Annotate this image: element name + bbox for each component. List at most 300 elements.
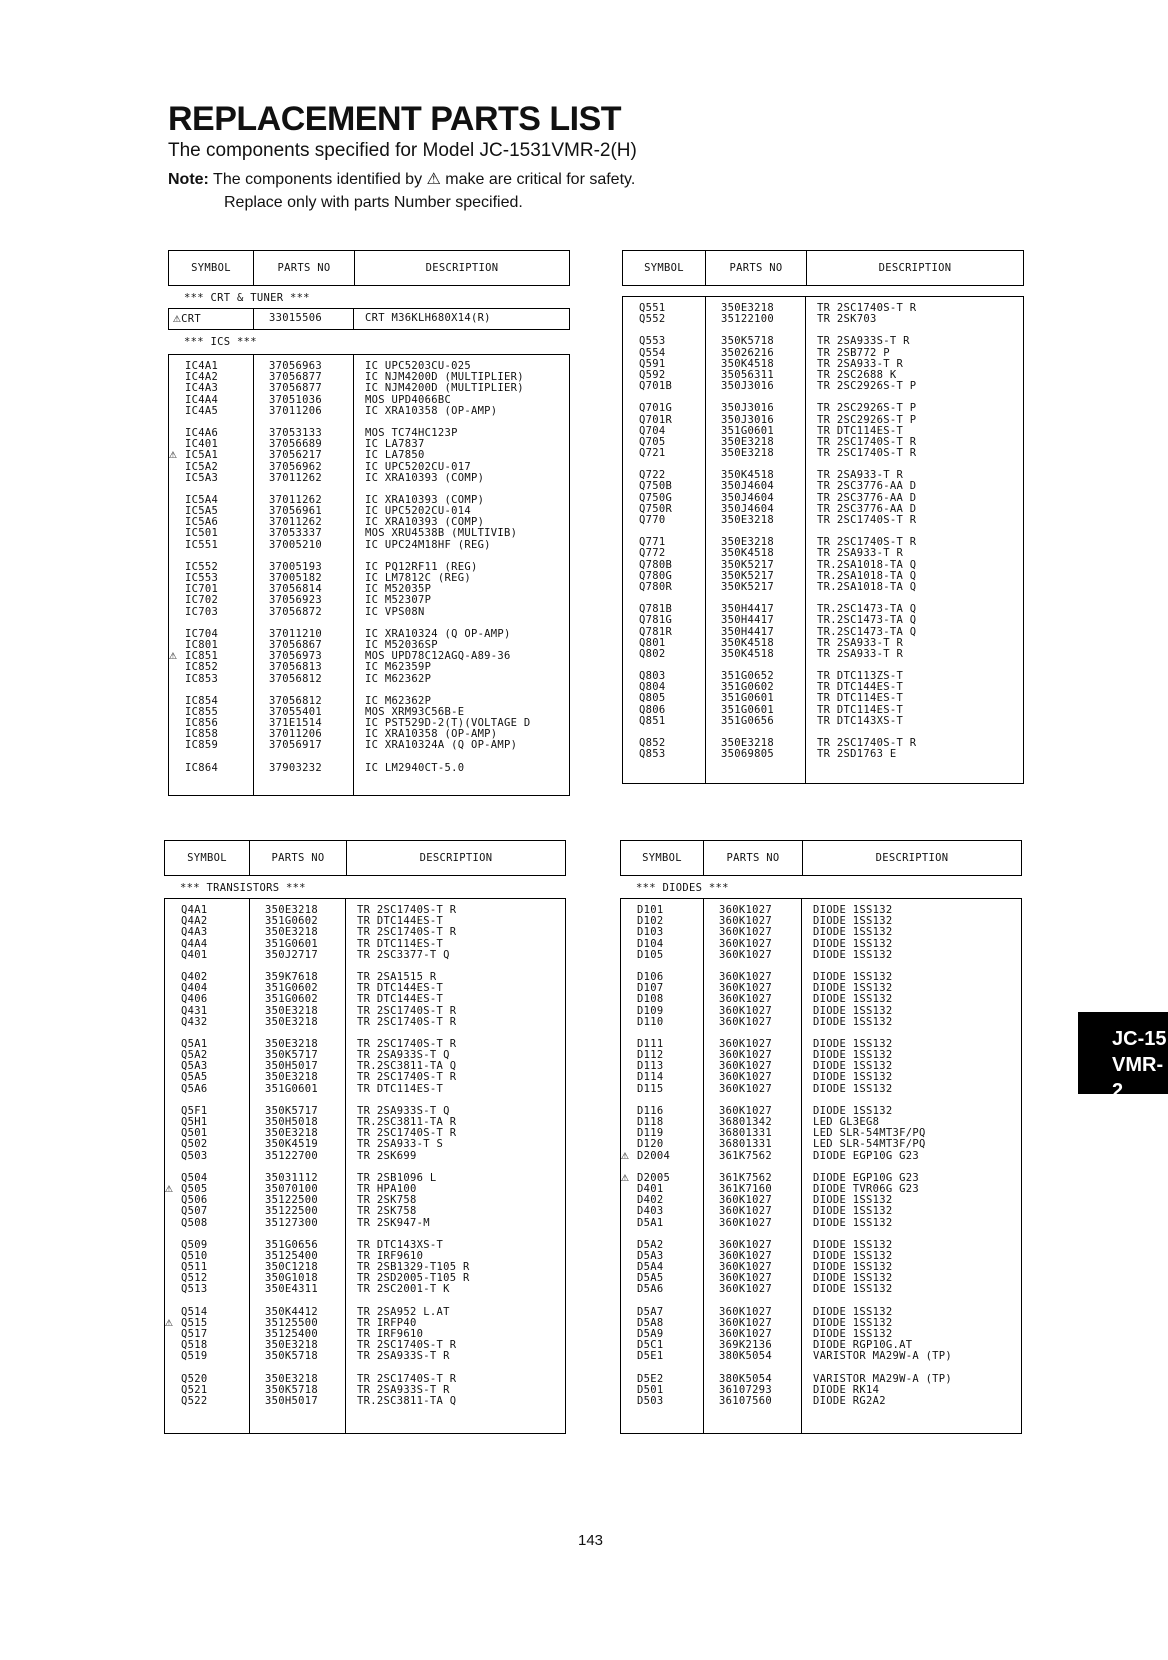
cell-parts-no: 361K7160 — [719, 1182, 772, 1195]
table-row — [169, 763, 569, 774]
cell-symbol: Q592 — [639, 368, 666, 381]
cell-symbol: Q507 — [181, 1205, 208, 1218]
cell-description: IC M52036SP — [365, 639, 438, 651]
cell-parts-no: 35070100 — [265, 1182, 318, 1195]
row-gap — [623, 459, 1023, 470]
cell-parts-no: 37056217 — [269, 449, 322, 462]
cell-symbol: Q432 — [181, 1015, 208, 1028]
cell-symbol: Q4A3 — [181, 926, 208, 939]
cell-parts-no: 37011206 — [269, 404, 322, 417]
cell-description: IC LM2940CT-5.0 — [365, 762, 465, 774]
cell-symbol: D5E1 — [637, 1350, 664, 1363]
table-row — [623, 604, 1023, 615]
table-row — [621, 1206, 1021, 1217]
cell-parts-no: 37053337 — [269, 527, 322, 540]
cell-symbol: Q801 — [639, 636, 666, 649]
cell-symbol: Q5A5 — [181, 1071, 208, 1084]
cell-description: TR DTC144ES-T — [357, 983, 444, 995]
cell-symbol: D5A7 — [637, 1305, 664, 1318]
cell-symbol: Q851 — [639, 714, 666, 727]
cell-symbol: Q701R — [639, 413, 673, 426]
cell-parts-no: 351G0602 — [265, 982, 318, 995]
table-row — [621, 1251, 1021, 1262]
table-row — [623, 348, 1023, 359]
cell-parts-no: 36107560 — [719, 1394, 772, 1407]
cell-parts-no: 351G0601 — [721, 692, 774, 705]
table-row — [165, 1206, 565, 1217]
row-gap — [621, 1162, 1021, 1173]
table-row — [169, 718, 569, 729]
cell-symbol: IC864 — [185, 761, 219, 774]
table-row — [623, 705, 1023, 716]
cell-parts-no: 360K1027 — [719, 1328, 772, 1340]
table-row — [621, 1262, 1021, 1273]
cell-symbol: ⚠ IC5A1 — [169, 447, 219, 463]
cell-parts-no: 350G1018 — [265, 1272, 318, 1285]
table-row — [621, 1385, 1021, 1396]
cell-parts-no: 350K4519 — [265, 1138, 318, 1151]
cell-description: TR.2SC1473-TA Q — [817, 626, 917, 638]
cell-description: DIODE RG2A2 — [813, 1395, 886, 1407]
cell-symbol: Q804 — [639, 681, 666, 694]
cell-symbol: Q518 — [181, 1339, 208, 1352]
table-row — [169, 447, 569, 463]
cell-parts-no: 350E3218 — [265, 1004, 318, 1017]
cell-parts-no: 350K5717 — [265, 1104, 318, 1117]
table-row — [623, 548, 1023, 559]
row-gap — [165, 961, 565, 972]
cell-symbol: Q509 — [181, 1238, 208, 1251]
cell-parts-no: 36107293 — [719, 1383, 772, 1396]
cell-symbol: Q502 — [181, 1138, 208, 1151]
table-row — [165, 1351, 565, 1362]
warning-triangle-icon: ⚠ — [165, 1314, 174, 1330]
cell-parts-no: 37011262 — [269, 516, 322, 529]
table-row — [169, 674, 569, 685]
cell-symbol: Q705 — [639, 435, 666, 448]
cell-description: TR.2SC1473-TA Q — [817, 604, 917, 616]
table-row — [621, 983, 1021, 994]
cell-symbol: Q506 — [181, 1194, 208, 1207]
cell-parts-no: 351G0652 — [721, 670, 774, 683]
cell-description: DIODE 1SS132 — [813, 1072, 893, 1084]
cell-description: TR 2SD1763 E — [817, 749, 897, 761]
cell-description: TR.2SC3811-TA Q — [357, 1061, 457, 1073]
cell-parts-no: 350K5717 — [265, 1049, 318, 1062]
cell-parts-no: 37056689 — [269, 438, 322, 451]
cell-symbol: IC501 — [185, 527, 219, 540]
ics-list — [168, 354, 570, 796]
table-row — [623, 415, 1023, 426]
cell-description: TR.2SA1018-TA Q — [817, 570, 917, 582]
cell-symbol: D5A2 — [637, 1238, 664, 1251]
table-row — [621, 1273, 1021, 1284]
table-row — [623, 571, 1023, 582]
cell-symbol: Q520 — [181, 1372, 208, 1385]
table-row — [169, 428, 569, 439]
table-row — [621, 1117, 1021, 1128]
table-row — [165, 1139, 565, 1150]
cell-symbol: Q508 — [181, 1216, 208, 1229]
cell-description: TR 2SA933-T R — [817, 648, 904, 660]
cell-parts-no: 380K5054 — [719, 1350, 772, 1363]
cell-description: IC UPC5203CU-025 — [365, 361, 471, 372]
cell-description: TR.2SC1473-TA Q — [817, 615, 917, 627]
table-row — [623, 627, 1023, 638]
table-header — [620, 840, 1022, 876]
cell-symbol: D113 — [637, 1060, 664, 1073]
table-row — [623, 537, 1023, 548]
cell-symbol: Q770 — [639, 514, 666, 526]
table-row — [623, 504, 1023, 515]
cell-symbol: D110 — [637, 1015, 664, 1028]
table-row — [165, 927, 565, 938]
cell-parts-no: 37056814 — [269, 583, 322, 596]
cell-parts-no: 350E4311 — [265, 1283, 318, 1296]
table-row — [169, 584, 569, 595]
cell-description: TR 2SA933S-T R — [357, 1351, 450, 1363]
cell-parts-no: 350K5217 — [721, 580, 774, 593]
cell-parts-no: 350E3218 — [721, 737, 774, 749]
warning-triangle-icon: ⚠ — [173, 311, 182, 326]
cell-symbol: D402 — [637, 1194, 664, 1207]
table-row — [169, 562, 569, 573]
note-line2: Replace only with parts Number specified. — [224, 194, 523, 211]
row-gap — [165, 1162, 565, 1173]
row-gap — [623, 392, 1023, 403]
header-parts-no: PARTS NO — [254, 251, 355, 285]
cell-parts-no: 350H5017 — [265, 1060, 318, 1073]
cell-symbol: Q551 — [639, 302, 666, 314]
cell-symbol: D103 — [637, 926, 664, 939]
cell-description: TR DTC114ES-T — [817, 704, 904, 716]
table-header — [622, 250, 1024, 286]
cell-parts-no: 350E3218 — [721, 447, 774, 460]
table-row — [169, 495, 569, 506]
cell-parts-no: 351G0656 — [265, 1238, 318, 1251]
table-row — [169, 629, 569, 640]
cell-symbol: D5A6 — [637, 1283, 664, 1296]
cell-description: TR 2SA933S-T Q — [357, 1050, 450, 1062]
cell-symbol: D109 — [637, 1004, 664, 1017]
table-row — [165, 1050, 565, 1061]
table-row — [621, 1329, 1021, 1340]
cell-description: DIODE 1SS132 — [813, 938, 893, 950]
table-row — [623, 448, 1023, 459]
cell-parts-no: 35125400 — [265, 1328, 318, 1340]
cell-description: TR DTC114ES-T — [817, 425, 904, 437]
cell-description: TR DTC114ES-T — [357, 1083, 444, 1095]
cell-symbol: IC4A4 — [185, 393, 219, 406]
cell-parts-no: 359K7618 — [265, 970, 318, 983]
table-row — [165, 1284, 565, 1295]
cell-parts-no: 360K1027 — [719, 904, 772, 916]
cell-parts-no: 360K1027 — [719, 1316, 772, 1329]
cell-symbol: D501 — [637, 1383, 664, 1396]
table-row — [623, 560, 1023, 571]
table-row — [165, 983, 565, 994]
table-row — [169, 406, 569, 417]
table-row — [623, 515, 1023, 526]
cell-description: MOS UPD78C12AGQ-A89-36 — [365, 651, 511, 663]
cell-symbol: Q514 — [181, 1305, 208, 1318]
cell-parts-no: 37011210 — [269, 627, 322, 640]
table-row — [165, 1151, 565, 1162]
table-row — [165, 1385, 565, 1396]
cell-parts-no: 350E3218 — [265, 1037, 318, 1050]
table-row — [621, 1128, 1021, 1139]
cell-symbol: Q750G — [639, 491, 673, 504]
cell-symbol: IC4A2 — [185, 371, 219, 384]
cell-symbol: Q511 — [181, 1261, 208, 1274]
cell-parts-no: 350H5017 — [265, 1394, 318, 1407]
table-row — [623, 437, 1023, 448]
table-row — [621, 1139, 1021, 1150]
cell-symbol: IC5A2 — [185, 460, 219, 473]
row-gap — [165, 1095, 565, 1106]
cell-symbol: D503 — [637, 1394, 664, 1407]
cell-description: DIODE RGP10G.AT — [813, 1340, 913, 1352]
cell-parts-no: 350J3016 — [721, 413, 774, 426]
cell-description: TR 2SA933S-T Q — [357, 1105, 450, 1117]
cell-symbol: IC5A3 — [185, 471, 219, 484]
cell-description: IC XRA10393 (COMP) — [365, 517, 485, 529]
cell-symbol: IC551 — [185, 538, 219, 551]
cell-description: DIODE 1SS132 — [813, 1284, 893, 1296]
cell-parts-no: 37005193 — [269, 560, 322, 573]
cell-description: TR 2SB1329-T105 R — [357, 1262, 470, 1274]
cell-symbol: IC552 — [185, 560, 219, 573]
table-row — [165, 1173, 565, 1184]
cell-description: TR 2SC2688 K — [817, 369, 897, 381]
cell-description: TR 2SA933S-T R — [357, 1384, 450, 1396]
table-row — [169, 729, 569, 740]
header-symbol: SYMBOL — [165, 841, 250, 875]
table-row — [621, 1169, 1021, 1185]
cell-symbol: Q404 — [181, 982, 208, 995]
cell-symbol: D5A1 — [637, 1216, 664, 1229]
safety-note — [168, 168, 635, 214]
row-gap — [169, 551, 569, 562]
cell-parts-no: 350K5718 — [721, 335, 774, 348]
row-gap — [169, 417, 569, 428]
table-row — [623, 381, 1023, 392]
cell-description: LED GL3EG8 — [813, 1117, 880, 1128]
cell-parts-no: 37056867 — [269, 638, 322, 651]
cell-symbol: Q780R — [639, 580, 673, 593]
cell-symbol: IC704 — [185, 627, 219, 640]
table-row — [169, 740, 569, 751]
cell-parts-no: 380K5054 — [719, 1372, 772, 1385]
table-row — [623, 426, 1023, 437]
cell-symbol: Q701G — [639, 402, 673, 415]
cell-description: VARISTOR MA29W-A (TP) — [813, 1351, 953, 1363]
cell-description: TR 2SC1740S-T R — [357, 1016, 457, 1028]
cell-symbol: IC701 — [185, 583, 219, 596]
table-row — [169, 696, 569, 707]
cell-symbol: IC4A3 — [185, 382, 219, 395]
cell-description: TR 2SC1740S-T R — [357, 1072, 457, 1084]
cell-symbol: Q519 — [181, 1350, 208, 1363]
cell-parts-no: 37056917 — [269, 739, 322, 752]
table-row — [165, 1396, 565, 1407]
cell-description: MOS XRU4538B (MULTIVIB) — [365, 528, 518, 540]
table-row — [169, 383, 569, 394]
cell-symbol: Q522 — [181, 1394, 208, 1407]
cell-symbol: D102 — [637, 915, 664, 928]
table-row — [165, 1006, 565, 1017]
cell-parts-no: 371E1514 — [269, 717, 322, 730]
table-header — [168, 250, 570, 286]
cell-parts-no: 350K4518 — [721, 469, 774, 482]
table-row — [621, 994, 1021, 1005]
row-gap — [165, 1028, 565, 1039]
row-gap — [623, 727, 1023, 738]
row-gap — [621, 961, 1021, 972]
cell-symbol: D107 — [637, 982, 664, 995]
cell-description: TR DTC114ES-T — [357, 938, 444, 950]
cell-symbol: IC853 — [185, 672, 219, 685]
cell-symbol: D5A5 — [637, 1272, 664, 1285]
table-row — [169, 313, 569, 324]
table-row — [621, 1106, 1021, 1117]
cell-description: DIODE 1SS132 — [813, 927, 893, 939]
cell-symbol: Q5A1 — [181, 1037, 208, 1050]
table-row — [623, 493, 1023, 504]
table-row — [165, 1262, 565, 1273]
cell-symbol: Q552 — [639, 313, 666, 326]
row-gap — [169, 685, 569, 696]
cell-parts-no: 360K1027 — [719, 1305, 772, 1318]
row-gap — [621, 1028, 1021, 1039]
table-row — [165, 1117, 565, 1128]
table-row — [623, 336, 1023, 347]
header-symbol: SYMBOL — [621, 841, 704, 875]
cell-parts-no: 350E3218 — [265, 904, 318, 916]
cell-description: TR DTC114ES-T — [817, 693, 904, 705]
cell-description: TR HPA100 — [357, 1183, 417, 1195]
cell-parts-no: 360K1027 — [719, 1261, 772, 1274]
cell-symbol: Q803 — [639, 670, 666, 683]
cell-description: TR IRF9610 — [357, 1329, 424, 1340]
cell-parts-no: 37011262 — [269, 471, 322, 484]
cell-symbol: Q553 — [639, 335, 666, 348]
cell-description: IC UPC24M18HF (REG) — [365, 539, 491, 551]
cell-parts-no: 350E3218 — [265, 926, 318, 939]
crt-description: CRT M36KLH680X14(R) — [365, 313, 491, 324]
cell-description: DIODE 1SS132 — [813, 971, 893, 983]
table-row — [169, 473, 569, 484]
cell-description: DIODE 1SS132 — [813, 994, 893, 1006]
cell-description: IC LM7812C (REG) — [365, 573, 471, 584]
cell-description: DIODE 1SS132 — [813, 1262, 893, 1274]
cell-parts-no: 351G0602 — [265, 993, 318, 1006]
row-gap — [169, 618, 569, 629]
table-row — [165, 1314, 565, 1330]
cell-symbol: IC4A5 — [185, 404, 219, 417]
cell-description: IC NJM4200D (MULTIPLIER) — [365, 383, 524, 395]
table-row — [623, 470, 1023, 481]
cell-parts-no: 37011206 — [269, 728, 322, 741]
row-gap — [621, 1095, 1021, 1106]
table-row — [169, 573, 569, 584]
cell-symbol: Q513 — [181, 1283, 208, 1296]
cell-symbol: Q402 — [181, 970, 208, 983]
cell-symbol: IC4A1 — [185, 360, 219, 372]
cell-symbol: IC856 — [185, 717, 219, 730]
cell-symbol: IC703 — [185, 605, 219, 618]
table-row — [165, 972, 565, 983]
cell-symbol: D112 — [637, 1049, 664, 1062]
cell-symbol: ⚠ Q505 — [165, 1180, 208, 1196]
cell-symbol: Q517 — [181, 1328, 208, 1340]
cell-symbol: IC801 — [185, 638, 219, 651]
table-row — [165, 1106, 565, 1117]
table-row — [165, 950, 565, 961]
cell-parts-no: 37056813 — [269, 661, 322, 674]
table-row — [169, 607, 569, 618]
table-row — [623, 481, 1023, 492]
cell-description: TR 2SC3776-AA D — [817, 481, 917, 493]
cell-description: IC XRA10358 (OP-AMP) — [365, 729, 498, 741]
cell-symbol: Q701B — [639, 380, 673, 393]
cell-parts-no: 350K4518 — [721, 357, 774, 370]
cell-symbol: ⚠ D2005 — [621, 1169, 671, 1185]
cell-description: TR 2SC1740S-T R — [817, 738, 917, 749]
cell-symbol: Q406 — [181, 993, 208, 1006]
row-gap — [169, 484, 569, 495]
row-gap — [623, 593, 1023, 604]
cell-symbol: IC702 — [185, 594, 219, 607]
table-row — [621, 1072, 1021, 1083]
table-row — [623, 359, 1023, 370]
cell-description: TR 2SK758 — [357, 1206, 417, 1218]
transistors-list — [164, 898, 566, 1434]
cell-symbol: Q805 — [639, 692, 666, 705]
cell-parts-no: 36801342 — [719, 1116, 772, 1128]
cell-parts-no: 361K7562 — [719, 1171, 772, 1184]
cell-parts-no: 37056963 — [269, 360, 322, 372]
cell-parts-no: 351G0601 — [265, 1082, 318, 1095]
cell-parts-no: 37056872 — [269, 605, 322, 618]
cell-description: DIODE 1SS132 — [813, 1038, 893, 1050]
table-row — [621, 1351, 1021, 1362]
cell-parts-no: 35031112 — [265, 1171, 318, 1184]
table-row — [621, 1396, 1021, 1407]
cell-symbol: IC5A4 — [185, 493, 219, 506]
cell-parts-no: 350K5217 — [721, 558, 774, 571]
model-side-tab — [1078, 1012, 1168, 1102]
cell-symbol: IC5A5 — [185, 505, 219, 518]
table-row — [623, 403, 1023, 414]
cell-description: TR 2SC1740S-T R — [817, 515, 917, 526]
cell-parts-no: 351G0601 — [721, 424, 774, 437]
table-row — [623, 693, 1023, 704]
header-parts-no: PARTS NO — [250, 841, 347, 875]
cell-parts-no: 350J2717 — [265, 948, 318, 961]
cell-description: DIODE 1SS132 — [813, 1329, 893, 1340]
cell-description: TR DTC113ZS-T — [817, 671, 904, 683]
cell-description: TR IRF9610 — [357, 1250, 424, 1262]
table-row — [169, 540, 569, 551]
cell-parts-no: 37056812 — [269, 672, 322, 685]
cell-parts-no: 360K1027 — [719, 1071, 772, 1084]
cell-symbol: Q780B — [639, 558, 673, 571]
cell-description: TR 2SA933S-T R — [817, 336, 910, 348]
cell-parts-no: 360K1027 — [719, 982, 772, 995]
cell-parts-no: 37056973 — [269, 650, 322, 663]
cell-parts-no: 35056311 — [721, 368, 774, 381]
